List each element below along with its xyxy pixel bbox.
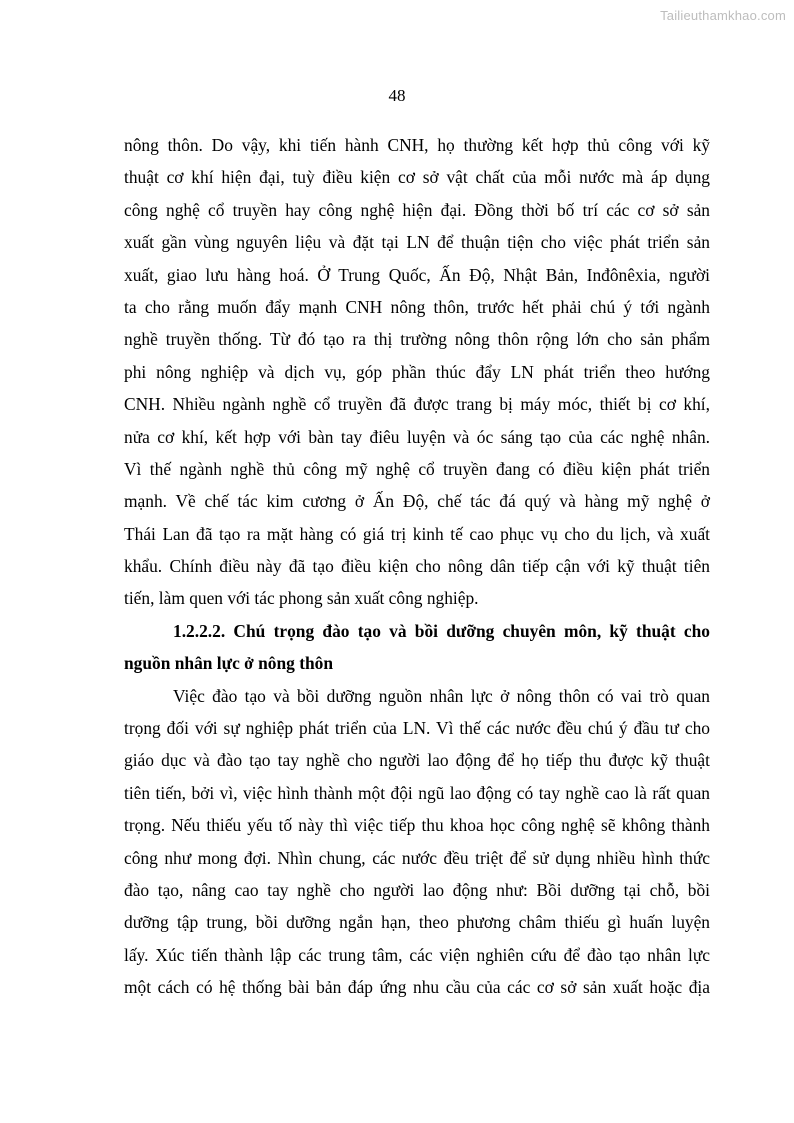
text-line: nông thôn. Do vậy, khi tiến hành CNH, họ thường kết hợp thủ công với kỹ — [124, 135, 710, 155]
heading-line: 1.2.2.2. Chú trọng đào tạo và bồi dưỡng chuyên môn, kỹ thuật cho — [173, 620, 710, 641]
text-line: phi nông nghiệp và dịch vụ, góp phần thúc đẩy LN phát triển theo hướng — [124, 361, 710, 382]
text-line: tiên tiến, bởi vì, việc hình thành một đội ngũ lao động có tay nghề cao là rất quan — [124, 782, 710, 803]
section-heading — [124, 615, 710, 680]
paragraph-1 — [124, 129, 710, 615]
text-line: khẩu. Chính điều này đã tạo điều kiện cho nông dân tiếp cận với kỹ thuật tiên — [124, 556, 710, 577]
text-line: Việc đào tạo và bồi dưỡng nguồn nhân lực ở nông thôn có vai trò quan — [173, 685, 710, 706]
heading-line: nguồn nhân lực ở nông thôn — [124, 653, 334, 674]
text-line: Vì thế ngành nghề thủ công mỹ nghệ cổ truyền đang có điều kiện phát triển — [124, 458, 710, 479]
text-line: thuật cơ khí hiện đại, tuỳ điều kiện cơ sở vật chất của mỗi nước mà áp dụng — [124, 167, 710, 188]
text-line: xuất gần vùng nguyên liệu và đặt tại LN để thuận tiện cho việc phát triển sản — [124, 232, 710, 253]
page-number: 48 — [388, 86, 406, 105]
text-line: ta cho rằng muốn đẩy mạnh CNH nông thôn, trước hết phải chú ý tới ngành — [124, 296, 710, 317]
text-line: mạnh. Về chế tác kim cương ở Ấn Độ, chế tác đá quý và hàng mỹ nghệ ở — [124, 491, 710, 512]
text-line: đào tạo, nâng cao tay nghề cho người lao động như: Bồi dưỡng tại chỗ, bồi — [124, 879, 710, 900]
text-line: công nghệ cổ truyền hay công nghệ hiện đại. Đồng thời bố trí các cơ sở sản — [124, 199, 710, 220]
text-line: công như mong đợi. Nhìn chung, các nước đều triệt để sử dụng nhiều hình thức — [124, 847, 710, 868]
text-line: xuất, giao lưu hàng hoá. Ở Trung Quốc, Ấn Độ, Nhật Bản, Inđônêxia, người — [124, 264, 710, 285]
text-line: dưỡng tập trung, bồi dưỡng ngắn hạn, theo phương châm thiếu gì huấn luyện — [124, 912, 710, 933]
text-line: trọng. Nếu thiếu yếu tố này thì việc tiếp thu khoa học công nghệ sẽ không thành — [124, 815, 710, 836]
text-line: tiến, làm quen với tác phong sản xuất công nghiệp. — [124, 588, 479, 609]
text-line: nghề truyền thống. Từ đó tạo ra thị trường nông thôn rộng lớn cho sản phẩm — [124, 329, 710, 350]
document-body — [124, 129, 710, 1004]
text-line: Thái Lan đã tạo ra mặt hàng có giá trị kinh tế cao phục vụ cho du lịch, và xuất — [124, 523, 710, 544]
text-line: CNH. Nhiều ngành nghề cổ truyền đã được trang bị máy móc, thiết bị cơ khí, — [124, 394, 710, 415]
text-line: lấy. Xúc tiến thành lập các trung tâm, các viện nghiên cứu để đào tạo nhân lực — [124, 944, 710, 965]
text-line: nửa cơ khí, kết hợp với bàn tay điêu luyện và óc sáng tạo của các nghệ nhân. — [124, 426, 710, 447]
text-line: trọng đối với sự nghiệp phát triển của LN. Vì thế các nước đều chú ý đầu tư cho — [124, 718, 710, 739]
text-line: giáo dục và đào tạo tay nghề cho người lao động để họ tiếp thu được kỹ thuật — [124, 750, 710, 771]
paragraph-2 — [124, 680, 710, 1004]
text-line: một cách có hệ thống bài bản đáp ứng nhu cầu của các cơ sở sản xuất hoặc địa — [124, 977, 710, 998]
watermark: Tailieuthamkhao.com — [660, 8, 786, 23]
